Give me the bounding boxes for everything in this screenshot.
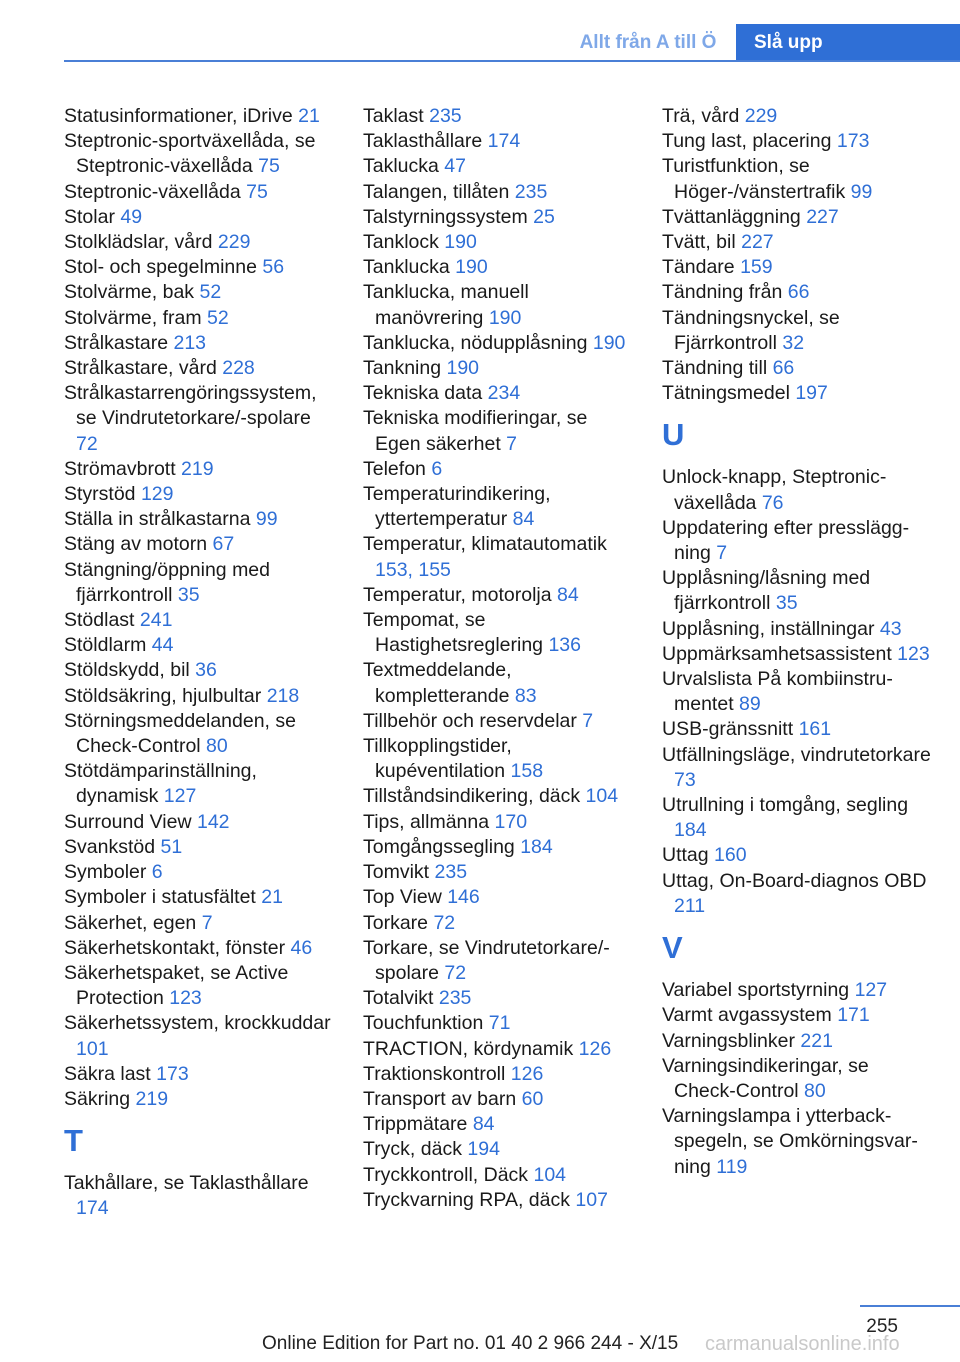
index-entry (363, 1037, 633, 1062)
entry-page-link[interactable]: 161 (798, 718, 832, 741)
entry-term: Unlock-knapp, Steptronic-växellåda (662, 466, 887, 514)
entry-term: Uppmärksamhetsassistent (662, 642, 898, 665)
entry-term: Tryckvarning RPA, däck (363, 1188, 576, 1211)
index-entry (363, 280, 633, 330)
entry-term: Top View (363, 886, 448, 909)
index-entry (363, 104, 633, 129)
index-entry (64, 885, 334, 910)
entry-page-link[interactable]: 190 (446, 357, 480, 380)
entry-term: Stol- och spegelminne (64, 256, 263, 279)
entry-page-link[interactable]: 174 (487, 130, 521, 153)
entry-page-link[interactable]: 32 (782, 331, 805, 354)
index-column-3 (662, 104, 932, 1180)
entry-term: Störningsmeddelanden, se Check-Control (64, 709, 296, 758)
entry-page-link[interactable]: 129 (140, 483, 174, 506)
index-entry (662, 381, 932, 406)
entry-term: Tvätt, bil (662, 231, 742, 254)
entry-page-link[interactable]: 221 (800, 1029, 833, 1052)
entry-term: Stängning/öppning med fjärrkontroll (64, 558, 270, 606)
index-entry (662, 843, 932, 868)
entry-term: Totalvikt (363, 987, 439, 1010)
index-entry (64, 532, 334, 557)
entry-term: Torkare, se Vindrutetorkare/-spolare (363, 936, 610, 984)
index-entry (363, 734, 633, 784)
entry-page-link[interactable]: 84 (557, 583, 579, 606)
entry-page-link[interactable]: 229 (217, 231, 251, 254)
entry-page-link[interactable]: 190 (592, 331, 626, 354)
entry-page-link[interactable]: 36 (195, 659, 217, 682)
entry-term: Varningsblinker (662, 1029, 801, 1052)
entry-page-link[interactable]: 184 (674, 819, 707, 842)
entry-page-link[interactable]: 171 (837, 1004, 870, 1027)
entry-term: Trä, vård (662, 105, 745, 127)
entry-page-link[interactable]: 174 (76, 1197, 109, 1220)
entry-page-link[interactable]: 190 (444, 231, 477, 254)
entry-term: Tändningsnyckel, se Fjärrkontroll (662, 306, 840, 354)
footer-rule (860, 1305, 960, 1307)
watermark: carmanualsonline.info (705, 1333, 900, 1355)
entry-page-link[interactable]: 126 (578, 1037, 612, 1060)
entry-term: Tillkopplingstider, kupéventilation (363, 735, 512, 783)
entry-term: Transport av barn (363, 1087, 522, 1110)
entry-page-link[interactable]: 72 (433, 911, 456, 934)
entry-page-link[interactable]: 44 (151, 634, 174, 657)
index-entry (363, 180, 633, 205)
index-entry (64, 936, 334, 961)
entry-term: Stolklädslar, vård (64, 231, 218, 254)
index-entry (64, 911, 334, 936)
section-letter: V (662, 930, 683, 966)
entry-page-link[interactable]: 227 (741, 231, 774, 254)
index-entry (363, 911, 633, 936)
index-entry (363, 784, 633, 809)
entry-page-link[interactable]: 190 (488, 306, 522, 329)
entry-page-link[interactable]: 46 (290, 936, 313, 959)
index-entry (363, 356, 633, 381)
entry-page-link[interactable]: 47 (444, 155, 466, 178)
entry-page-link[interactable]: 227 (806, 205, 839, 228)
entry-page-link[interactable]: 123 (169, 987, 202, 1010)
entry-term: Stödlast (64, 609, 140, 632)
entry-term: Stötdämparinställning, dynamisk (64, 760, 257, 808)
entry-page-link[interactable]: 72 (76, 432, 98, 455)
index-entry (363, 1087, 633, 1112)
index-entry (363, 381, 633, 406)
entry-page-link[interactable]: 184 (520, 835, 553, 858)
entry-term: Tätningsmedel (662, 382, 796, 405)
index-entry (662, 154, 932, 204)
entry-page-link[interactable]: 241 (139, 609, 173, 632)
entry-page-link[interactable]: 52 (207, 306, 229, 329)
entry-page-link[interactable]: 52 (199, 281, 222, 304)
index-entry (662, 280, 932, 305)
index-entry (64, 961, 334, 1011)
entry-term: Temperatur, motorolja (363, 583, 558, 606)
index-entry (662, 642, 932, 667)
entry-term: Tanklock (363, 231, 445, 254)
index-entry (363, 1163, 633, 1188)
index-entry (64, 356, 334, 381)
entry-page-link[interactable]: 229 (744, 105, 778, 127)
entry-term: Tryckkontroll, Däck (363, 1163, 534, 1186)
entry-term: Upplåsning/låsning med fjärrkontroll (662, 567, 871, 615)
entry-term: Strålkastarrengöringssystem, se Vindrutetorkare/-spolare (64, 382, 317, 430)
index-entry (64, 331, 334, 356)
index-entry (363, 658, 633, 708)
entry-page-link[interactable]: 235 (514, 180, 548, 203)
index-entry (64, 129, 334, 179)
entry-term: Upplåsning, inställningar (662, 617, 880, 640)
index-entry (662, 465, 932, 515)
entry-page-link[interactable]: 190 (455, 256, 488, 279)
entry-term: Takhållare, se Taklasthållare (64, 1172, 309, 1195)
entry-term: Tändning från (662, 281, 788, 304)
entry-term: Strålkastare, vård (64, 357, 223, 380)
entry-term: Trippmätare (363, 1113, 473, 1136)
entry-page-link[interactable]: 60 (521, 1087, 544, 1110)
index-entry (64, 230, 334, 255)
entry-page-link[interactable]: 142 (196, 810, 230, 833)
entry-term: Taklast (363, 105, 430, 127)
entry-page-link[interactable]: 127 (163, 785, 197, 808)
entry-term: Styrstöd (64, 483, 141, 506)
entry-term: Symboler i statusfältet (64, 886, 262, 909)
index-entry (662, 255, 932, 280)
entry-page-link[interactable]: 43 (879, 617, 902, 640)
entry-term: Temperaturindikering, yttertemperatur (363, 483, 551, 531)
index-entry (64, 1171, 334, 1221)
entry-page-link[interactable]: 228 (222, 357, 255, 380)
entry-page-link[interactable]: 197 (795, 382, 828, 405)
entry-page-link[interactable]: 158 (510, 760, 544, 783)
entry-term: TRACTION, kördynamik (363, 1037, 579, 1060)
index-entry (662, 869, 932, 919)
entry-term: Tändning till (662, 357, 773, 380)
entry-page-link[interactable]: 7 (201, 911, 213, 934)
footer-text: Online Edition for Part no. 01 40 2 966 244 - X/15 (262, 1333, 679, 1354)
entry-term: Tryck, däck (363, 1138, 468, 1161)
entry-term: Turistfunktion, se Höger-/vänstertrafik (662, 155, 851, 203)
entry-term: Säkerhetssystem, krockkuddar (64, 1012, 331, 1035)
index-entry (363, 810, 633, 835)
entry-term: Textmeddelande, kompletterande (363, 659, 515, 707)
index-entry (363, 255, 633, 280)
index-entry (64, 1062, 334, 1087)
entry-term: Statusinformationer, iDrive (64, 105, 299, 127)
section-letter: T (64, 1123, 83, 1159)
index-entry (662, 617, 932, 642)
entry-page-link[interactable]: 66 (772, 357, 795, 380)
index-entry (64, 684, 334, 709)
entry-page-link[interactable]: 146 (447, 886, 480, 909)
entry-term: Symboler (64, 861, 152, 884)
entry-term: Tillståndsindikering, däck (363, 785, 586, 808)
entry-term: Tekniska modifieringar, se Egen säkerhet (363, 407, 588, 455)
index-entry (662, 1003, 932, 1028)
entry-page-link[interactable]: 170 (494, 810, 528, 833)
index-entry (363, 532, 633, 582)
entry-page-link[interactable]: 173 (156, 1062, 189, 1085)
entry-term: Uppdatering efter pressläggning (662, 516, 910, 565)
entry-page-link[interactable]: 99 (850, 180, 873, 203)
index-entry (64, 457, 334, 482)
entry-page-link[interactable]: 235 (429, 105, 462, 127)
index-entry (363, 154, 633, 179)
index-entry (662, 978, 932, 1003)
entry-term: Telefon (363, 457, 432, 480)
index-entry (363, 1188, 633, 1213)
index-entry (363, 406, 633, 456)
entry-term: Tomgångssegling (363, 835, 521, 858)
index-entry (662, 356, 932, 381)
index-entry (64, 558, 334, 608)
index-entry (363, 936, 633, 986)
entry-page-link[interactable]: 49 (120, 205, 143, 228)
index-entry (662, 230, 932, 255)
index-entry (363, 230, 633, 255)
index-entry (662, 566, 932, 616)
entry-page-link[interactable]: 101 (76, 1037, 109, 1060)
entry-page-link[interactable]: 119 (716, 1155, 748, 1178)
entry-term: USB-gränssnitt (662, 718, 799, 741)
index-entry (64, 180, 334, 205)
index-entry (363, 457, 633, 482)
entry-term: Tempomat, se Hastighetsreglering (363, 609, 549, 657)
index-entry (363, 709, 633, 734)
entry-page-link[interactable]: 80 (206, 735, 228, 758)
entry-page-link[interactable]: 21 (261, 886, 283, 909)
header-rule (64, 60, 960, 62)
entry-term: Tomvikt (363, 861, 435, 884)
entry-page-link[interactable]: 194 (467, 1138, 500, 1161)
entry-page-link[interactable]: 71 (488, 1012, 511, 1035)
entry-term: Taklasthållare (363, 130, 488, 153)
entry-term: Svankstöd (64, 835, 161, 858)
index-entry (64, 759, 334, 809)
entry-page-link[interactable]: 234 (487, 382, 521, 405)
entry-page-link[interactable]: 83 (514, 684, 537, 707)
entry-term: Traktionskontroll (363, 1062, 511, 1085)
entry-term: Temperatur, klimatautomatik (363, 533, 607, 556)
entry-page-link[interactable]: 213 (173, 331, 207, 354)
entry-term: Utfällningsläge, vindrutetorkare (662, 743, 931, 766)
entry-term: Urvalslista På kombiinstrumentet (662, 668, 893, 716)
entry-term: Stöldlarm (64, 634, 152, 657)
index-entry (363, 129, 633, 154)
index-entry (64, 810, 334, 835)
entry-page-link[interactable]: 84 (512, 508, 535, 531)
entry-page-link[interactable]: 235 (434, 861, 468, 884)
index-entry (363, 986, 633, 1011)
entry-term: Touchfunktion (363, 1012, 489, 1035)
entry-term: Tanklucka, manuell manövrering (363, 281, 529, 329)
entry-term: Varmt avgassystem (662, 1004, 838, 1027)
entry-term: Variabel sportstyrning (662, 979, 855, 1002)
entry-page-link[interactable]: 173 (836, 130, 870, 153)
entry-term: Surround View (64, 810, 197, 833)
section-letter: U (662, 417, 685, 453)
entry-term: Strömavbrott (64, 457, 182, 480)
index-entry (64, 608, 334, 633)
entry-term: Varningslampa i ytterbackspegeln, se Omkörningsvarning (662, 1105, 918, 1178)
entry-page-link[interactable]: 51 (160, 835, 183, 858)
entry-term: Säkerhetspaket, se Active Protection (64, 961, 289, 1010)
entry-page-link[interactable]: 218 (266, 684, 300, 707)
index-entry (363, 1011, 633, 1036)
index-entry (64, 205, 334, 230)
entry-page-link[interactable]: 72 (444, 961, 467, 984)
index-entry (662, 667, 932, 717)
index-entry (662, 129, 932, 154)
index-entry (363, 331, 633, 356)
entry-page-link[interactable]: 35 (775, 592, 798, 615)
index-column-1 (64, 104, 334, 1222)
page-number: 255 (866, 1316, 898, 1337)
index-entry (64, 633, 334, 658)
index-entry (662, 306, 932, 356)
entry-term: Uttag (662, 844, 715, 867)
index-entry (662, 205, 932, 230)
entry-term: Tvättanläggning (662, 205, 807, 228)
entry-page-link[interactable]: 67 (212, 533, 235, 556)
entry-term: Tändare (662, 256, 741, 279)
entry-page-link[interactable]: 99 (255, 508, 278, 531)
entry-term: Tankning (363, 357, 447, 380)
entry-term: Tanklucka (363, 256, 456, 279)
index-entry (64, 658, 334, 683)
entry-term: Stöldsäkring, hjulbultar (64, 684, 267, 707)
entry-term: Säkerhetskontakt, fönster (64, 936, 291, 959)
index-entry (64, 306, 334, 331)
entry-page-link[interactable]: 84 (472, 1113, 495, 1136)
index-entry (64, 1087, 334, 1112)
entry-term: Taklucka (363, 155, 445, 178)
entry-page-link[interactable]: 21 (298, 105, 320, 127)
entry-page-link[interactable]: 76 (761, 491, 784, 514)
index-entry (64, 860, 334, 885)
index-entry (363, 885, 633, 910)
entry-term: Tips, allmänna (363, 810, 495, 833)
entry-term: Utrullning i tomgång, segling (662, 794, 909, 817)
entry-page-link[interactable]: 89 (739, 693, 761, 716)
entry-page-link[interactable]: 153, 155 (375, 558, 451, 581)
entry-term: Tekniska data (363, 382, 488, 405)
entry-page-link[interactable]: 127 (854, 979, 888, 1002)
entry-page-link[interactable]: 7 (506, 432, 518, 455)
entry-page-link[interactable]: 123 (897, 642, 930, 665)
entry-page-link[interactable]: 25 (533, 205, 555, 228)
entry-term: Tanklucka, nödupplåsning (363, 331, 593, 354)
entry-term: Steptronic-växellåda (64, 180, 247, 203)
entry-term: Strålkastare (64, 331, 174, 354)
index-entry (64, 280, 334, 305)
entry-page-link[interactable]: 235 (438, 987, 472, 1010)
entry-page-link[interactable]: 75 (246, 180, 268, 203)
entry-term: Talangen, tillåten (363, 180, 515, 203)
entry-page-link[interactable]: 126 (510, 1062, 544, 1085)
entry-page-link[interactable]: 219 (181, 457, 214, 480)
index-entry (64, 482, 334, 507)
index-entry (662, 516, 932, 566)
entry-term: Tung last, placering (662, 130, 837, 153)
index-entry (662, 1054, 932, 1104)
index-entry (363, 835, 633, 860)
entry-term: Ställa in strålkastarna (64, 508, 256, 531)
entry-term: Uttag, On-Board-diagnos OBD (662, 869, 927, 892)
entry-page-link[interactable]: 136 (548, 634, 581, 657)
index-entry (363, 608, 633, 658)
entry-term: Säkring (64, 1087, 136, 1110)
entry-term: Varningsindikeringar, se Check-Control (662, 1054, 869, 1102)
entry-page-link[interactable]: 104 (585, 785, 619, 808)
index-entry (64, 1011, 334, 1061)
entry-page-link[interactable]: 159 (740, 256, 773, 279)
entry-page-link[interactable]: 80 (804, 1079, 826, 1102)
index-entry (363, 482, 633, 532)
index-entry (662, 1104, 932, 1180)
entry-term: Stäng av motorn (64, 533, 213, 556)
entry-page-link[interactable]: 160 (714, 844, 747, 867)
entry-term: Stolvärme, fram (64, 306, 208, 329)
index-entry (662, 743, 932, 793)
index-entry (363, 1137, 633, 1162)
index-entry (363, 1062, 633, 1087)
entry-page-link[interactable]: 66 (787, 281, 810, 304)
index-entry (64, 507, 334, 532)
entry-term: Talstyrningssystem (363, 205, 534, 228)
index-entry (64, 104, 334, 129)
index-column-2 (363, 104, 633, 1213)
entry-page-link[interactable]: 219 (135, 1087, 169, 1110)
entry-page-link[interactable]: 73 (674, 768, 696, 791)
entry-term: Steptronic-sportväxellåda, se Steptronic-växellåda (64, 130, 316, 178)
entry-page-link[interactable]: 211 (674, 894, 706, 917)
entry-page-link[interactable]: 104 (533, 1163, 567, 1186)
entry-page-link[interactable]: 75 (258, 155, 280, 178)
index-entry (363, 205, 633, 230)
entry-page-link[interactable]: 7 (716, 542, 728, 565)
entry-page-link[interactable]: 35 (177, 583, 200, 606)
entry-term: Stolar (64, 205, 121, 228)
entry-page-link[interactable]: 56 (262, 256, 285, 279)
entry-page-link[interactable]: 6 (431, 457, 443, 480)
index-entry (662, 1029, 932, 1054)
lookup-tab[interactable]: Slå upp (736, 24, 960, 61)
index-entry (662, 717, 932, 742)
index-entry (64, 381, 334, 457)
entry-page-link[interactable]: 107 (575, 1188, 608, 1211)
entry-term: Torkare (363, 911, 434, 934)
index-entry (662, 793, 932, 843)
entry-term: Säkra last (64, 1062, 157, 1085)
entry-term: Tillbehör och reservdelar (363, 709, 583, 732)
entry-page-link[interactable]: 7 (582, 709, 594, 732)
index-entry (64, 709, 334, 759)
index-entry (363, 860, 633, 885)
index-entry (363, 1112, 633, 1137)
index-entry (64, 835, 334, 860)
entry-page-link[interactable]: 6 (151, 861, 163, 884)
entry-term: Stöldskydd, bil (64, 659, 196, 682)
section-title: Allt från A till Ö (579, 32, 717, 53)
index-entry (64, 255, 334, 280)
index-entry (662, 104, 932, 129)
entry-term: Säkerhet, egen (64, 911, 202, 934)
entry-term: Stolvärme, bak (64, 281, 200, 304)
index-entry (363, 583, 633, 608)
